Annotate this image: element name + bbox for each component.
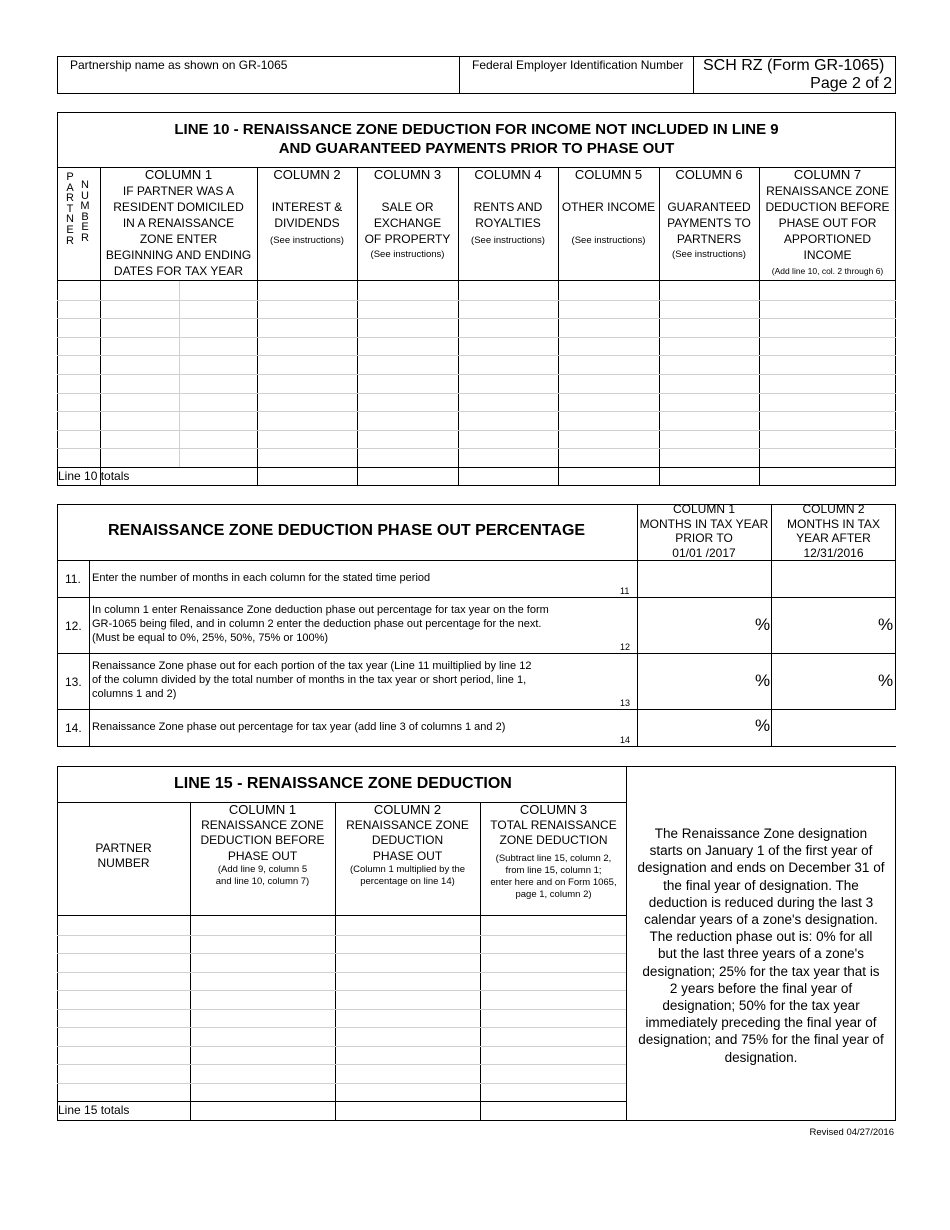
line11-text: Enter the number of months in each column for the stated time period bbox=[92, 572, 431, 584]
line14-text: Renaissance Zone phase out percentage for tax year (add line 3 of columns 1 and 2) bbox=[92, 721, 506, 733]
line10-table-row[interactable] bbox=[58, 318, 895, 337]
info-text-line: starts on January 1 of the first year of bbox=[649, 843, 873, 859]
line10-col7-header: COLUMN 7 RENAISSANCE ZONE DEDUCTION BEFORE PHASE OUT FOR APPORTIONED INCOME (Add line 10, col. 2 through 6) bbox=[765, 167, 890, 276]
line10-table-row[interactable] bbox=[58, 300, 895, 319]
line11-col2-input[interactable] bbox=[772, 561, 895, 597]
line14-number: 14. bbox=[65, 721, 82, 735]
fein-label: Federal Employer Identification Number bbox=[472, 58, 684, 72]
number-vertical-label: N U M B E R bbox=[80, 179, 90, 244]
info-text bbox=[626, 825, 896, 1066]
line12-col2-percent[interactable]: % bbox=[878, 615, 894, 634]
info-text-line: but the last three years of a zone's bbox=[658, 946, 864, 962]
info-text-line: immediately preceding the final year of bbox=[645, 1015, 877, 1031]
line10-table-row[interactable] bbox=[58, 374, 895, 393]
line10-col1-header: COLUMN 1 IF PARTNER WAS A RESIDENT DOMICILED IN A RENAISSANCE ZONE ENTER BEGINNING AND ENDING DATES FOR TAX YEAR bbox=[105, 167, 252, 278]
line14-ref: 14 bbox=[620, 735, 631, 745]
line15-table-row[interactable] bbox=[58, 990, 626, 1009]
line13-text: Renaissance Zone phase out for each portion of the tax year (Line 11 muiltiplied by line 12 of the column divided by the total number of months in the tax year or short period, line 1, columns 1 and 2) bbox=[92, 660, 532, 700]
phaseout-col2-header: COLUMN 2 MONTHS IN TAX YEAR AFTER 12/31/2016 bbox=[787, 502, 880, 560]
line10-table-row[interactable] bbox=[58, 430, 895, 449]
line12-col1-percent[interactable]: % bbox=[755, 615, 771, 634]
line15-table-row[interactable] bbox=[58, 916, 626, 935]
line15-table-row[interactable] bbox=[58, 1009, 626, 1028]
line10-table-row[interactable] bbox=[58, 281, 895, 300]
line15-totals-label: Line 15 totals bbox=[58, 1103, 130, 1117]
line14-col1-percent[interactable]: % bbox=[755, 716, 771, 735]
partner-vertical-label: P A R T N E R bbox=[66, 171, 74, 247]
line10-title-2: AND GUARANTEED PAYMENTS PRIOR TO PHASE OUT bbox=[278, 140, 675, 157]
line11-number: 11. bbox=[65, 572, 81, 586]
line12-text: In column 1 enter Renaissance Zone deduction phase out percentage for tax year on the form GR-1065 being filed, and in column 2 enter the deduction phase out percentage for the next. (Must be equal to 0%, 25%, 50%, 75% or 100%) bbox=[92, 604, 549, 644]
line15-table-row[interactable] bbox=[58, 1064, 626, 1083]
line15-table-row[interactable] bbox=[58, 935, 626, 954]
info-text-line: The Renaissance Zone designation bbox=[654, 826, 868, 841]
phaseout-title: RENAISSANCE ZONE DEDUCTION PHASE OUT PERCENTAGE bbox=[108, 522, 586, 539]
line10-col3-header: COLUMN 3 SALE OR EXCHANGE OF PROPERTY (See instructions) bbox=[364, 167, 451, 260]
form-title: SCH RZ (Form GR-1065) bbox=[703, 57, 885, 74]
info-text-line: the final year of designation. The bbox=[663, 877, 859, 893]
line15-table-row[interactable] bbox=[58, 1027, 626, 1046]
line10-col5-header: COLUMN 5 OTHER INCOME (See instructions) bbox=[561, 167, 656, 246]
line10-totals-label: Line 10 totals bbox=[58, 469, 130, 483]
line11-ref: 11 bbox=[620, 586, 630, 596]
revised-date: Revised 04/27/2016 bbox=[809, 1127, 894, 1138]
line11-col1-input[interactable] bbox=[638, 561, 771, 597]
line15-table-row[interactable] bbox=[58, 1046, 626, 1065]
line10-table-row[interactable] bbox=[58, 448, 895, 467]
info-text-line: calendar years of a zone's designation. bbox=[644, 912, 878, 928]
info-text-line: deduction is reduced during the last 3 bbox=[648, 894, 874, 910]
line15-table-row[interactable] bbox=[58, 953, 626, 972]
line15-col2-header: COLUMN 2 RENAISSANCE ZONE DEDUCTION PHASE OUT (Column 1 multiplied by the percentage on line 14) bbox=[346, 802, 469, 887]
line13-number: 13. bbox=[65, 675, 82, 689]
line15-title: LINE 15 - RENAISSANCE ZONE DEDUCTION bbox=[174, 775, 512, 792]
line15-partner-header: PARTNER NUMBER bbox=[95, 841, 152, 870]
line15-col1-header: COLUMN 1 RENAISSANCE ZONE DEDUCTION BEFORE PHASE OUT (Add line 9, column 5 and line 10, column 7) bbox=[200, 802, 325, 887]
line10-col4-header: COLUMN 4 RENTS AND ROYALTIES (See instructions) bbox=[471, 167, 545, 246]
page-label: Page 2 of 2 bbox=[810, 75, 892, 92]
line10-table-row[interactable] bbox=[58, 337, 895, 356]
info-text-line: designation; and 75% for the final year of bbox=[638, 1032, 884, 1048]
line15-table-row[interactable] bbox=[58, 972, 626, 991]
line15-table-row[interactable] bbox=[58, 1083, 626, 1102]
line13-ref: 13 bbox=[620, 698, 631, 708]
info-text-line: designation; 50% for the tax year bbox=[662, 998, 860, 1014]
line10-table-row[interactable] bbox=[58, 393, 895, 412]
info-text-line: designation; 25% for the tax year that is bbox=[642, 963, 880, 979]
info-text-line: designation and ends on December 31 of bbox=[637, 860, 885, 876]
line12-ref: 12 bbox=[620, 642, 631, 652]
phaseout-col1-header: COLUMN 1 MONTHS IN TAX YEAR PRIOR TO 01/01 /2017 bbox=[639, 502, 769, 560]
info-text-line: 2 years before the final year of bbox=[669, 980, 853, 996]
partnership-name-label: Partnership name as shown on GR-1065 bbox=[70, 58, 288, 72]
line10-table-row[interactable] bbox=[58, 411, 895, 430]
info-text-line: designation. bbox=[724, 1049, 798, 1065]
line12-number: 12. bbox=[65, 619, 82, 633]
line10-table-row[interactable] bbox=[58, 355, 895, 374]
line10-col6-header: COLUMN 6 GUARANTEED PAYMENTS TO PARTNERS (See instructions) bbox=[667, 167, 751, 260]
line13-col2-percent[interactable]: % bbox=[878, 671, 894, 690]
line13-col1-percent[interactable]: % bbox=[755, 671, 771, 690]
line15-col3-header: COLUMN 3 TOTAL RENAISSANCE ZONE DEDUCTION (Subtract line 15, column 2, from line 15, column 1; enter here and on Form 1065, page 1, column 2) bbox=[490, 802, 617, 900]
line10-title-1: LINE 10 - RENAISSANCE ZONE DEDUCTION FOR INCOME NOT INCLUDED IN LINE 9 bbox=[174, 121, 779, 138]
info-text-line: The reduction phase out is: 0% for all bbox=[649, 929, 873, 945]
line10-col2-header: COLUMN 2 INTEREST & DIVIDENDS (See instructions) bbox=[270, 167, 344, 246]
